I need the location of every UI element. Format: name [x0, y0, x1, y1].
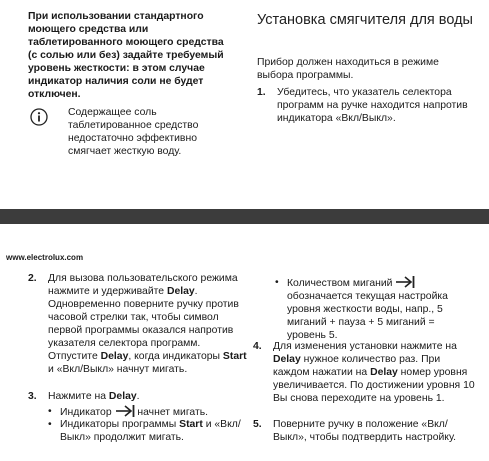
info-icon	[30, 108, 48, 126]
step-2-number: 2.	[28, 273, 37, 284]
step-2-text: Для вызова пользовательского режима нажмите и удерживайте Delay. Одновременно поверните ручку против часовой стрелки так, чтобы символ первой программы оказался напротив указателя селектора программ. Отпустите Delay, когда индикаторы Start и «Вкл/Выкл» начнут мигать.	[48, 273, 247, 375]
intro-text: Прибор должен находиться в режиме выбора программы.	[257, 57, 439, 81]
step-5	[253, 418, 478, 444]
step-3	[28, 390, 248, 403]
step-4-number: 4.	[253, 341, 262, 352]
step-5-text: Поверните ручку в положение «Вкл/Выкл», чтобы подтвердить настройку.	[273, 419, 457, 443]
step-1	[257, 86, 477, 125]
arrow-to-bar-icon	[395, 276, 415, 288]
step-2	[28, 272, 248, 376]
page-divider-band	[0, 209, 489, 224]
step-3-number: 3.	[28, 391, 37, 402]
step-1-text: Убедитесь, что указатель селектора программ на ручке находится напротив индикатора «Вкл/Выкл».	[277, 87, 468, 124]
info-text: Содержащее соль таблетированное средство недостаточно эффективно смягчает жесткую воду.	[68, 107, 199, 157]
section-heading: Установка смягчителя для воды	[257, 12, 473, 28]
step-1-number: 1.	[257, 87, 266, 98]
step-4-text: Для изменения установки нажмите на Delay нужное количество раз. При каждом нажатии на Delay номер уровня увеличивается. По достижении уровня 10 Вы снова переходите на уровень 1.	[273, 341, 475, 404]
step-5-number: 5.	[253, 419, 262, 430]
hardness-bullet: • Количеством миганий обозначается текущая настройка уровня жесткости воды, напр., 5 миганий + пауза + 5 миганий = уровень 5.	[275, 277, 448, 341]
arrow-to-bar-icon	[115, 405, 135, 417]
step-3-bullet-1: • Индикатор начнет мигать.	[48, 406, 209, 418]
step-3-text: Нажмите на Delay.	[48, 391, 140, 402]
step-3-bullet-2: • Индикаторы программы Start и «Вкл/Выкл» продолжит мигать.	[48, 419, 241, 443]
hardness-note: При использовании стандартного моющего средства или таблетированного моющего средства (с солью или без) задайте требуемый уровень жесткости: в этом случае индикатор наличия соли не будет отключен.	[28, 11, 224, 100]
step-4	[253, 340, 478, 405]
footer-url: www.electrolux.com	[6, 253, 84, 262]
